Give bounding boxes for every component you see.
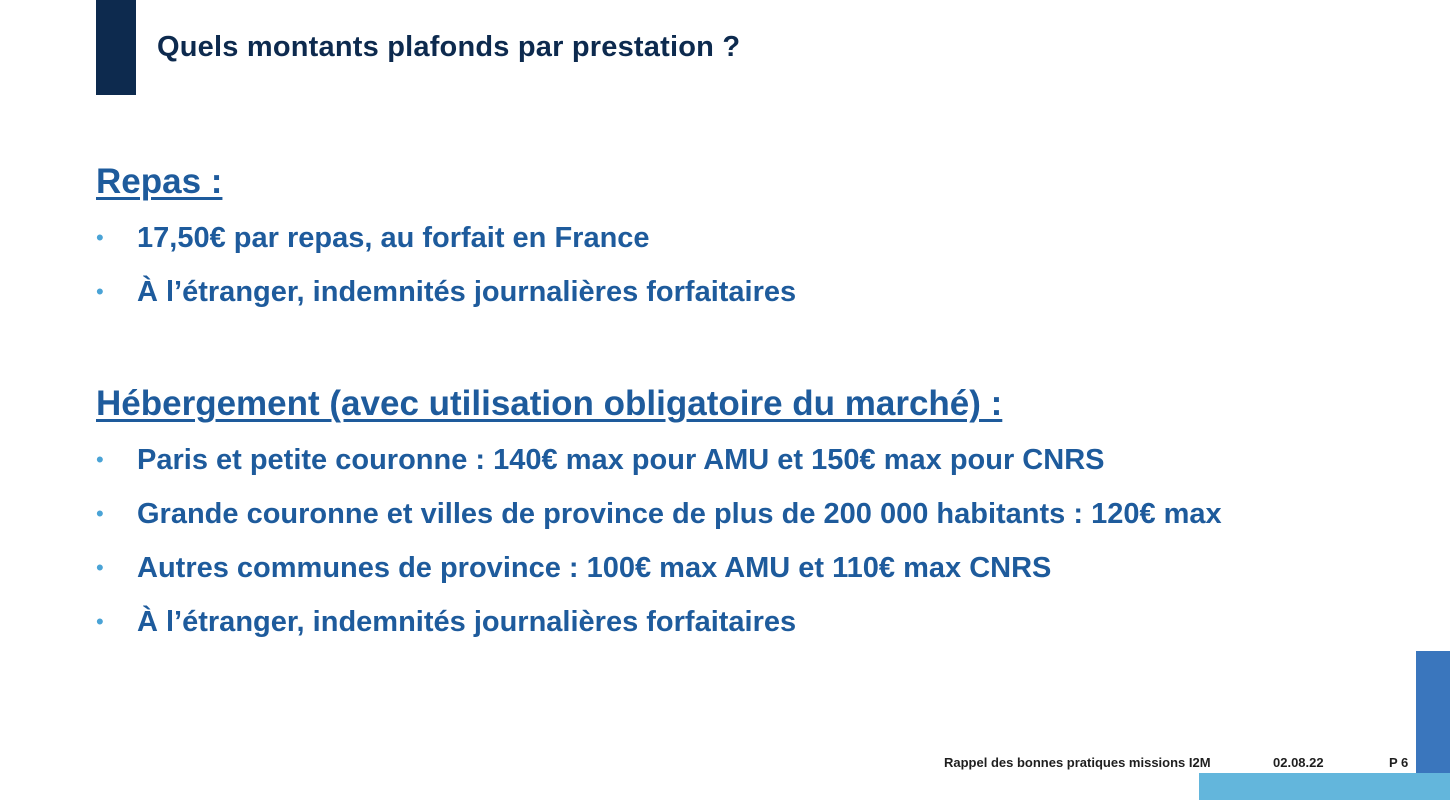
section-hebergement [96,382,1222,649]
bullet-list-hebergement [96,433,1222,649]
footer-presentation-title: Rappel des bonnes pratiques missions I2M [944,755,1211,770]
bullet-icon: • [96,279,104,304]
list-item [96,433,1105,487]
bullet-text: Autres communes de province : 100€ max AMU et 110€ max CNRS [137,552,1052,584]
list-item [96,211,650,265]
bullet-icon: • [96,555,104,580]
bullet-list-repas [96,211,797,319]
list-item [96,265,797,319]
bullet-text: À l’étranger, indemnités journalières forfaitaires [137,276,797,308]
section-heading-repas: Repas : [96,162,223,201]
bullet-text: À l’étranger, indemnités journalières forfaitaires [137,606,797,638]
slide-title: Quels montants plafonds par prestation ? [157,31,741,63]
bullet-icon: • [96,501,104,526]
bullet-icon: • [96,609,104,634]
bullet-text: Paris et petite couronne : 140€ max pour AMU et 150€ max pour CNRS [137,444,1105,476]
footer-page-number: P 6 [1389,755,1409,770]
bullet-text: 17,50€ par repas, au forfait en France [137,222,650,254]
bullet-text: Grande couronne et villes de province de plus de 200 000 habitants : 120€ max [137,498,1222,530]
footer-date: 02.08.22 [1273,755,1324,770]
list-item [96,487,1222,541]
list-item [96,595,1002,649]
bullet-icon: • [96,225,104,250]
section-repas [96,160,797,319]
section-heading-hebergement: Hébergement (avec utilisation obligatoire du marché) : [96,384,1003,423]
corner-accent-horizontal [1199,773,1450,800]
bullet-icon: • [96,447,104,472]
title-accent-bar [96,0,136,95]
list-item [96,541,1052,595]
